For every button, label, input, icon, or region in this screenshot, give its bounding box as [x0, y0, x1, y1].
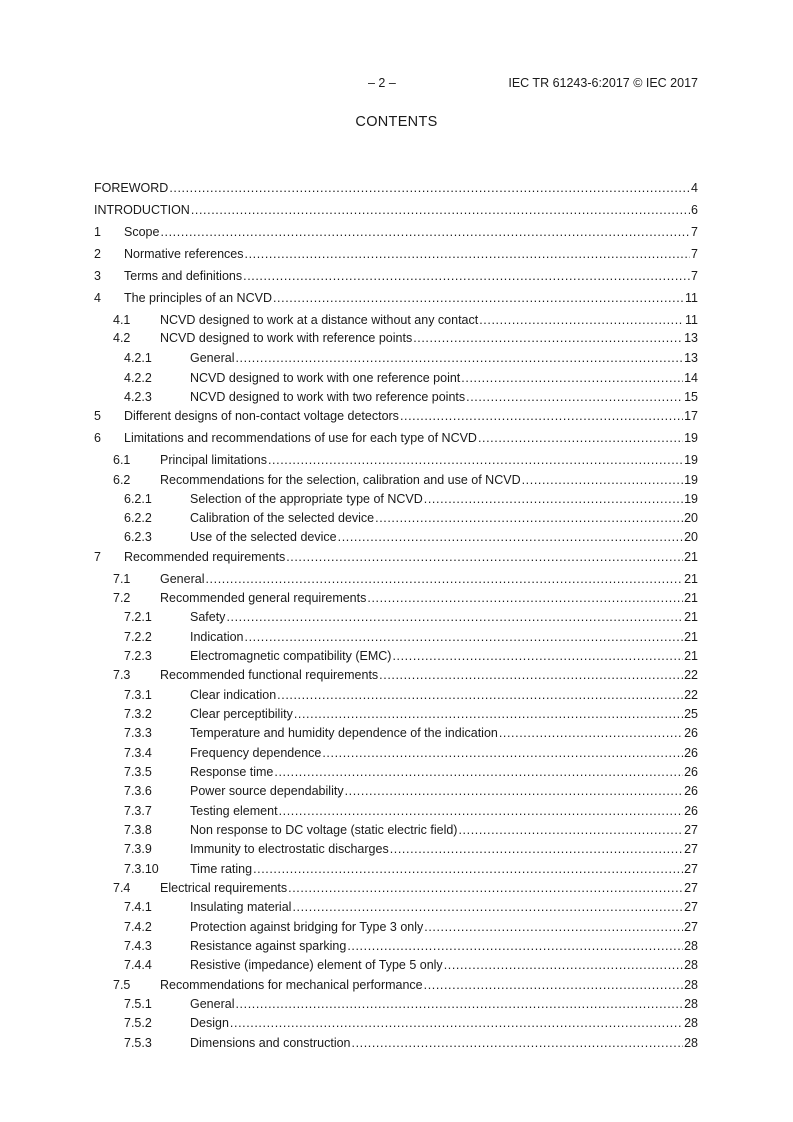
dot-leader	[322, 745, 683, 761]
toc-entry-page: 19	[684, 431, 698, 445]
dot-leader	[400, 408, 683, 424]
dot-leader	[424, 491, 683, 507]
toc-entry[interactable]	[94, 312, 698, 328]
toc-entry[interactable]	[94, 330, 698, 346]
toc-entry-number: 7.1	[113, 572, 131, 586]
toc-entry[interactable]	[94, 861, 698, 877]
toc-entry-page: 21	[684, 550, 698, 564]
toc-entry-page: 27	[684, 823, 698, 837]
toc-entry-line	[160, 977, 698, 993]
toc-entry[interactable]	[94, 725, 698, 741]
dot-leader	[375, 510, 683, 526]
toc-entry-title: Time rating	[190, 862, 253, 876]
dot-leader	[424, 977, 683, 993]
toc-entry-number: 7.4.4	[124, 958, 152, 972]
toc-entry[interactable]	[94, 224, 698, 240]
toc-entry[interactable]	[94, 803, 698, 819]
toc-entry-number: 7.4	[113, 881, 131, 895]
toc-entry-title: Principal limitations	[160, 453, 267, 467]
toc-entry-page: 4	[691, 181, 698, 195]
toc-entry-title: The principles of an NCVD	[124, 291, 272, 305]
dot-leader	[243, 268, 690, 284]
toc-entry[interactable]	[94, 938, 698, 954]
dot-leader	[245, 246, 691, 262]
dot-leader	[277, 687, 683, 703]
dot-leader	[479, 312, 684, 328]
toc-entry-page: 28	[684, 958, 698, 972]
toc-entry-page: 26	[684, 726, 698, 740]
toc-entry-title: Calibration of the selected device	[190, 511, 375, 525]
toc-entry-page: 21	[684, 572, 698, 586]
toc-entry-number: 3	[94, 269, 101, 283]
dot-leader	[392, 648, 683, 664]
toc-entry[interactable]	[94, 609, 698, 625]
toc-entry-title: Different designs of non-contact voltage detectors	[124, 409, 399, 423]
toc-entry-title: NCVD designed to work at a distance without any contact	[160, 313, 479, 327]
toc-entry-number: 7.5.1	[124, 997, 152, 1011]
toc-entry-title: Protection against bridging for Type 3 only	[190, 920, 424, 934]
toc-entry-number: 6.2.3	[124, 530, 152, 544]
dot-leader	[169, 180, 690, 196]
toc-entry-title: Immunity to electrostatic discharges	[190, 842, 389, 856]
toc-entry-number: 7.3.5	[124, 765, 152, 779]
dot-leader	[279, 803, 684, 819]
toc-entry-title: Resistance against sparking	[190, 939, 347, 953]
toc-entry[interactable]	[94, 590, 698, 606]
toc-entry-number: 6.2	[113, 473, 131, 487]
toc-entry[interactable]	[94, 687, 698, 703]
toc-entry[interactable]	[94, 510, 698, 526]
toc-entry[interactable]	[94, 430, 698, 446]
toc-entry-line	[190, 1035, 698, 1051]
toc-entry-title: Clear indication	[190, 688, 277, 702]
toc-entry-page: 26	[684, 804, 698, 818]
toc-entry-title: Temperature and humidity dependence of the indication	[190, 726, 498, 740]
toc-entry-page: 7	[691, 225, 698, 239]
toc-entry-page: 14	[684, 371, 698, 385]
dot-leader	[294, 706, 683, 722]
toc-entry-title: Limitations and recommendations of use for each type of NCVD	[124, 431, 477, 445]
toc-entry-page: 6	[691, 203, 698, 217]
dot-leader	[235, 350, 683, 366]
toc-entry[interactable]	[94, 764, 698, 780]
toc-entry-line	[190, 510, 698, 526]
toc-entry-line	[160, 330, 698, 346]
toc-entry-title: Clear perceptibility	[190, 707, 293, 721]
toc-entry-line	[190, 745, 698, 761]
toc-entry-line	[124, 549, 698, 565]
dot-leader	[160, 224, 690, 240]
toc-entry-title: Normative references	[124, 247, 244, 261]
toc-entry[interactable]	[94, 389, 698, 405]
toc-entry-page: 21	[684, 610, 698, 624]
dot-leader	[288, 880, 683, 896]
dot-leader	[205, 571, 683, 587]
toc-entry-number: 4.2.3	[124, 390, 152, 404]
dot-leader	[273, 290, 684, 306]
toc-entry-number: 6.1	[113, 453, 131, 467]
toc-entry-number: 4	[94, 291, 101, 305]
toc-entry-title: Scope	[124, 225, 160, 239]
toc-entry[interactable]	[94, 549, 698, 565]
toc-entry-line	[190, 1015, 698, 1031]
toc-entry-title: Selection of the appropriate type of NCVD	[190, 492, 423, 506]
toc-entry[interactable]	[94, 491, 698, 507]
toc-entry-title: Recommendations for mechanical performance	[160, 978, 423, 992]
toc-entry-page: 26	[684, 784, 698, 798]
dot-leader	[230, 1015, 683, 1031]
toc-entry[interactable]	[94, 919, 698, 935]
toc-entry-page: 17	[684, 409, 698, 423]
toc-entry-line	[190, 899, 698, 915]
toc-entry-title: General	[190, 351, 235, 365]
dot-leader	[253, 861, 683, 877]
toc-entry-number: 7.3.6	[124, 784, 152, 798]
toc-entry-line	[190, 350, 698, 366]
dot-leader	[191, 202, 690, 218]
dot-leader	[367, 590, 683, 606]
dot-leader	[379, 667, 683, 683]
toc-entry-line	[190, 648, 698, 664]
toc-entry-page: 25	[684, 707, 698, 721]
toc-entry-line	[190, 803, 698, 819]
toc-entry-line	[190, 389, 698, 405]
toc-entry-line	[160, 312, 698, 328]
toc-entry-number: 7.3.1	[124, 688, 152, 702]
toc-entry-line	[190, 957, 698, 973]
toc-entry[interactable]	[94, 268, 698, 284]
toc-entry-line	[190, 491, 698, 507]
toc-entry-line	[160, 667, 698, 683]
toc-entry-page: 21	[684, 649, 698, 663]
toc-entry-number: 7.5.3	[124, 1036, 152, 1050]
toc-entry[interactable]	[94, 899, 698, 915]
dot-leader	[347, 938, 683, 954]
toc-entry-page: 13	[684, 331, 698, 345]
toc-entry-line	[124, 268, 698, 284]
toc-entry-number: 1	[94, 225, 101, 239]
toc-entry-title: INTRODUCTION	[94, 203, 190, 217]
toc-entry-number: 6.2.1	[124, 492, 152, 506]
toc-entry-number: 7.2	[113, 591, 131, 605]
toc-entry[interactable]	[94, 977, 698, 993]
document-id: IEC TR 61243-6:2017 © IEC 2017	[508, 76, 698, 90]
toc-entry-page: 22	[684, 688, 698, 702]
toc-entry-title: Recommendations for the selection, calibration and use of NCVD	[160, 473, 521, 487]
toc-entry-line	[160, 472, 698, 488]
toc-entry-title: Response time	[190, 765, 274, 779]
toc-entry-number: 7.3	[113, 668, 131, 682]
toc-entry[interactable]	[94, 880, 698, 896]
dot-leader	[338, 529, 683, 545]
toc-entry-page: 19	[684, 492, 698, 506]
toc-entry[interactable]	[94, 180, 698, 196]
toc-entry-number: 4.2.1	[124, 351, 152, 365]
toc-entry[interactable]	[94, 290, 698, 306]
toc-entry-number: 5	[94, 409, 101, 423]
toc-entry[interactable]	[94, 996, 698, 1012]
dot-leader	[461, 370, 683, 386]
toc-entry-page: 20	[684, 511, 698, 525]
toc-entry[interactable]	[94, 783, 698, 799]
toc-entry-title: General	[190, 997, 235, 1011]
dot-leader	[522, 472, 683, 488]
toc-entry-title: General	[160, 572, 205, 586]
toc-entry-title: Testing element	[190, 804, 278, 818]
toc-entry-page: 28	[684, 997, 698, 1011]
toc-entry-number: 7.2.1	[124, 610, 152, 624]
dot-leader	[424, 919, 683, 935]
toc-entry-line	[94, 202, 698, 218]
toc-entry-page: 20	[684, 530, 698, 544]
dot-leader	[466, 389, 683, 405]
toc-entry-number: 2	[94, 247, 101, 261]
toc-entry-page: 27	[684, 920, 698, 934]
toc-entry-number: 7.4.2	[124, 920, 152, 934]
toc-entry-title: Recommended functional requirements	[160, 668, 379, 682]
toc-entry-line	[190, 861, 698, 877]
toc-entry-title: Recommended general requirements	[160, 591, 367, 605]
toc-entry-line	[160, 452, 698, 468]
toc-entry-title: Power source dependability	[190, 784, 344, 798]
toc-entry-title: Resistive (impedance) element of Type 5 only	[190, 958, 443, 972]
toc-entry-number: 4.2.2	[124, 371, 152, 385]
toc-entry-page: 21	[684, 591, 698, 605]
toc-entry-number: 7.3.10	[124, 862, 159, 876]
dot-leader	[352, 1035, 684, 1051]
dot-leader	[235, 996, 683, 1012]
toc-entry-page: 7	[691, 247, 698, 261]
toc-entry-number: 6.2.2	[124, 511, 152, 525]
toc-entry-number: 4.1	[113, 313, 131, 327]
toc-entry-title: Frequency dependence	[190, 746, 322, 760]
toc-entry[interactable]	[94, 472, 698, 488]
dot-leader	[345, 783, 684, 799]
toc-entry-line	[124, 430, 698, 446]
toc-entry-page: 15	[684, 390, 698, 404]
toc-entry-page: 28	[684, 939, 698, 953]
toc-entry-title: Electrical requirements	[160, 881, 288, 895]
toc-entry[interactable]	[94, 745, 698, 761]
toc-entry-number: 6	[94, 431, 101, 445]
toc-entry-number: 7.3.2	[124, 707, 152, 721]
toc-entry-number: 7.3.4	[124, 746, 152, 760]
toc-entry-line	[190, 919, 698, 935]
toc-entry[interactable]	[94, 706, 698, 722]
toc-entry-title: Recommended requirements	[124, 550, 286, 564]
toc-entry[interactable]	[94, 246, 698, 262]
toc-entry[interactable]	[94, 841, 698, 857]
toc-entry[interactable]	[94, 822, 698, 838]
toc-entry-line	[190, 764, 698, 780]
toc-entry-number: 7.3.3	[124, 726, 152, 740]
toc-entry-title: Terms and definitions	[124, 269, 243, 283]
toc-entry-line	[190, 841, 698, 857]
dot-leader	[274, 764, 683, 780]
toc-entry-page: 11	[685, 313, 698, 327]
toc-entry-title: NCVD designed to work with one reference point	[190, 371, 461, 385]
toc-entry-line	[190, 629, 698, 645]
dot-leader	[292, 899, 683, 915]
toc-entry-number: 7.3.9	[124, 842, 152, 856]
toc-entry[interactable]	[94, 408, 698, 424]
toc-entry-title: Dimensions and construction	[190, 1036, 351, 1050]
toc-entry[interactable]	[94, 529, 698, 545]
toc-entry[interactable]	[94, 1035, 698, 1051]
page-header	[94, 76, 698, 92]
toc-entry-line	[94, 180, 698, 196]
toc-entry-title: FOREWORD	[94, 181, 169, 195]
toc-entry-line	[190, 938, 698, 954]
toc-entry[interactable]	[94, 1015, 698, 1031]
toc-entry[interactable]	[94, 629, 698, 645]
toc-entry-line	[160, 571, 698, 587]
toc-entry[interactable]	[94, 452, 698, 468]
toc-entry-number: 7.2.2	[124, 630, 152, 644]
dot-leader	[499, 725, 683, 741]
toc-entry-number: 7.5.2	[124, 1016, 152, 1030]
toc-entry-line	[160, 880, 698, 896]
toc-entry-title: Electromagnetic compatibility (EMC)	[190, 649, 392, 663]
toc-entry-page: 27	[684, 862, 698, 876]
dot-leader	[226, 609, 683, 625]
dot-leader	[458, 822, 683, 838]
toc-entry-page: 21	[684, 630, 698, 644]
toc-entry-page: 27	[684, 842, 698, 856]
toc-entry-page: 27	[684, 881, 698, 895]
dot-leader	[286, 549, 683, 565]
toc-entry-number: 7.5	[113, 978, 131, 992]
toc-entry-title: Design	[190, 1016, 229, 1030]
dot-leader	[413, 330, 683, 346]
toc-entry-number: 7.2.3	[124, 649, 152, 663]
toc-entry-title: NCVD designed to work with reference points	[160, 331, 413, 345]
toc-entry-page: 22	[684, 668, 698, 682]
toc-entry-number: 4.2	[113, 331, 131, 345]
toc-entry-page: 28	[684, 1036, 698, 1050]
toc-entry-line	[190, 687, 698, 703]
toc-entry-line	[190, 609, 698, 625]
toc-entry-page: 7	[691, 269, 698, 283]
toc-entry-line	[190, 706, 698, 722]
toc-entry-title: Use of the selected device	[190, 530, 337, 544]
toc-entry-page: 26	[684, 765, 698, 779]
toc-entry-line	[124, 408, 698, 424]
toc-entry[interactable]	[94, 957, 698, 973]
toc-entry-page: 19	[684, 473, 698, 487]
dot-leader	[245, 629, 684, 645]
toc-entry-line	[190, 822, 698, 838]
page-number: – 2 –	[368, 76, 396, 90]
toc-entry-page: 13	[684, 351, 698, 365]
page-title: CONTENTS	[355, 114, 438, 130]
toc-entry-number: 7.4.1	[124, 900, 152, 914]
toc-entry-line	[160, 590, 698, 606]
toc-entry-title: Non response to DC voltage (static electric field)	[190, 823, 458, 837]
toc-entry[interactable]	[94, 648, 698, 664]
toc-entry-number: 7.3.8	[124, 823, 152, 837]
dot-leader	[268, 452, 683, 468]
toc-entry[interactable]	[94, 350, 698, 366]
toc-entry-page: 28	[684, 1016, 698, 1030]
toc-entry-line	[190, 370, 698, 386]
toc-entry-title: NCVD designed to work with two reference points	[190, 390, 466, 404]
toc-entry-line	[124, 290, 698, 306]
toc-entry-title: Insulating material	[190, 900, 292, 914]
toc-entry-title: Indication	[190, 630, 244, 644]
toc-entry-line	[190, 783, 698, 799]
toc-entry-page: 19	[684, 453, 698, 467]
dot-leader	[444, 957, 683, 973]
toc-entry[interactable]	[94, 667, 698, 683]
toc-entry-page: 26	[684, 746, 698, 760]
toc-entry[interactable]	[94, 202, 698, 218]
toc-entry-line	[124, 246, 698, 262]
toc-entry[interactable]	[94, 370, 698, 386]
toc-entry-line	[190, 996, 698, 1012]
toc-entry-line	[124, 224, 698, 240]
toc-entry-number: 7	[94, 550, 101, 564]
toc-entry-page: 11	[685, 291, 698, 305]
toc-entry-line	[190, 529, 698, 545]
dot-leader	[390, 841, 683, 857]
toc-entry-number: 7.4.3	[124, 939, 152, 953]
toc-entry-page: 28	[684, 978, 698, 992]
dot-leader	[478, 430, 683, 446]
toc-entry[interactable]	[94, 571, 698, 587]
toc-entry-number: 7.3.7	[124, 804, 152, 818]
toc-entry-line	[190, 725, 698, 741]
toc-entry-page: 27	[684, 900, 698, 914]
toc-entry-title: Safety	[190, 610, 226, 624]
